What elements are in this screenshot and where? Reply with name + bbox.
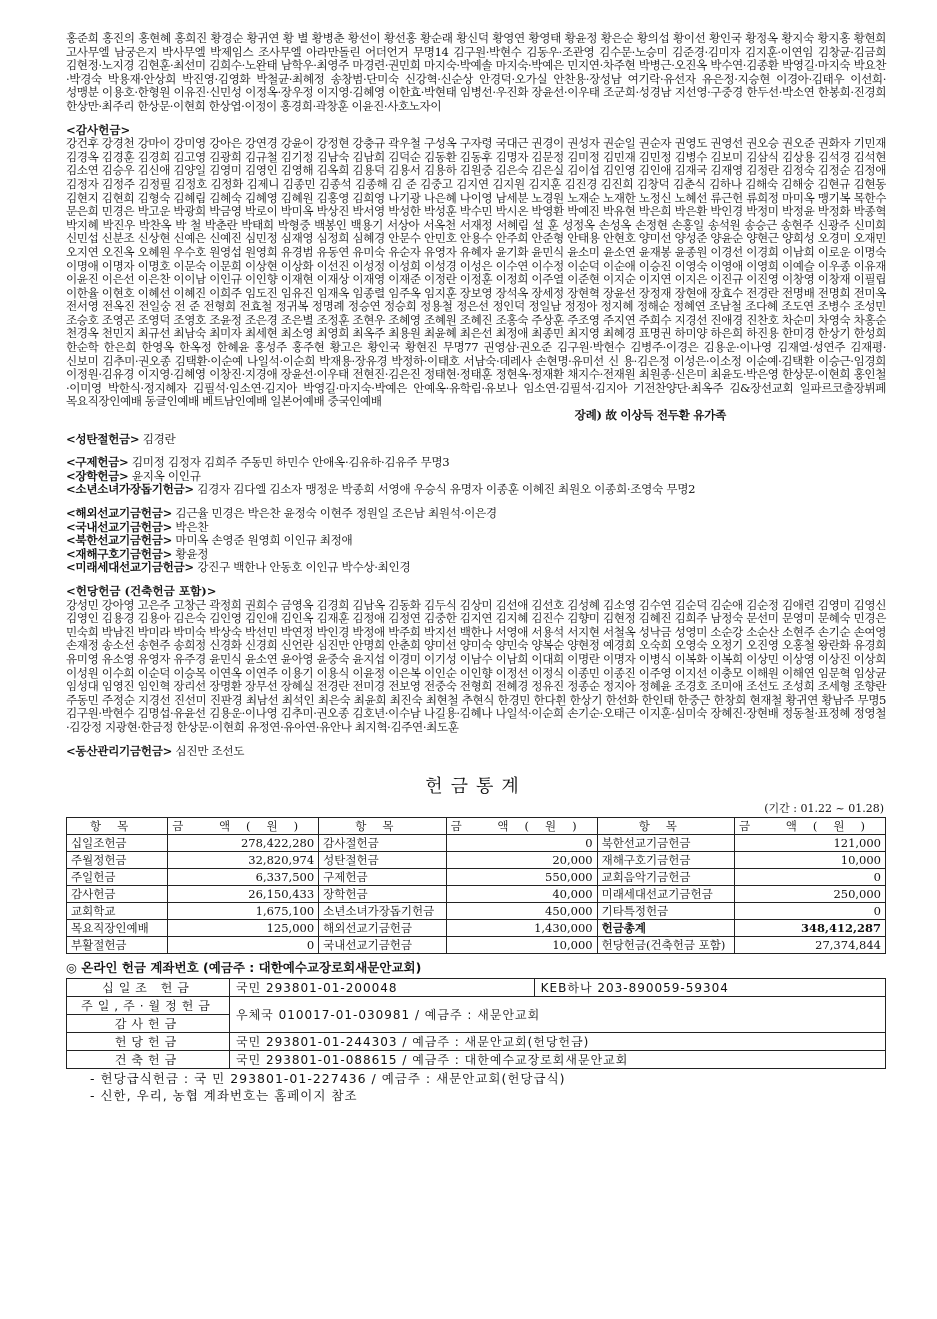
stats-item-amount: 1,675,100 <box>168 903 319 920</box>
stats-item-amount: 0 <box>446 835 597 852</box>
relief-names: 김미정 김정자 김희주 주동민 하민수 안애옥·김유하·김유주 무명3 <box>131 455 450 470</box>
account-label: 건축헌금 <box>67 1051 230 1069</box>
col-amount: 금 액(원) <box>168 818 319 835</box>
col-item: 항목 <box>319 818 446 835</box>
stats-item-label: 헌당헌금(건축헌금 포함) <box>597 937 734 954</box>
col-item: 항목 <box>597 818 734 835</box>
stats-item-amount: 348,412,287 <box>735 920 886 937</box>
stats-item-amount: 121,000 <box>735 835 886 852</box>
mission-section <box>66 507 886 575</box>
account-label: 십일조 헌금 <box>67 979 230 997</box>
account-row <box>67 1033 886 1051</box>
stats-item-amount: 32,820,974 <box>168 852 319 869</box>
stats-item-label: 십일조헌금 <box>67 835 168 852</box>
domestic-mission-names: 박은찬 <box>175 519 209 534</box>
seongtan-section <box>66 433 886 447</box>
account-number: 국민 293801-01-088615 / 예금주 : 대한예수교장로회새문안교회 <box>230 1051 886 1069</box>
disaster-relief-label: <재해구호기금헌금> <box>66 546 173 561</box>
account-number: 국민 293801-01-200048 <box>230 979 535 997</box>
accounts-title: ◎ 온라인 헌금 계좌번호 (예금주 : 대한예수교장로회새문안교회) <box>66 960 422 976</box>
stats-item-amount: 6,337,500 <box>168 869 319 886</box>
account-number: 우체국 010017-01-030981 / 예금주 : 새문안교회 <box>230 997 886 1033</box>
account-number: 국민 293801-01-244303 / 예금주 : 새문안교회(헌당헌금) <box>230 1033 886 1051</box>
account-row <box>67 1051 886 1069</box>
stats-item-amount: 0 <box>735 869 886 886</box>
stats-item-label: 구제헌금 <box>319 869 446 886</box>
accounts-table <box>66 978 886 1069</box>
stats-item-label: 주월정헌금 <box>67 852 168 869</box>
stats-item-label: 재해구호기금헌금 <box>597 852 734 869</box>
building-names: 강성민 강아영 고은주 고창근 곽정희 권희수 금영옥 김경희 김남옥 김동화 김두식 김상미 김선애 김선호 김성혜 김소영 김수연 김순덕 김순애 김순정 김애련 김영미 김영신 김영인 김용경 김용아 김은숙 김인영 김인애 김인옥 김재훈 김정애 김정연 김중한 김지연 김지혜 김진수 김향미 김현정 김혜진 김희주 남정숙 문선미 문영미 문혜숙 민경은 민숙희 박남진 박미라 박미숙 박상숙 박선민 박연정 박인경 박정애 박주희 박지선 백한나 서영애 서용석 서지현 서철옥 성낙금 성영미 소순강 소순산 소현주 손기순 손여영 손재정 송소선 송현주 송희정 신경화 신경희 신언란 심진만 안명희 안춘희 양미선 양미숙 양민숙 양복순 양현정 예경희 오숙희 오영숙 오정기 오진영 오홍철 왕란화 유경희 유미영 유소영 유영자 유주경 윤민식 윤소연 윤아영 윤중숙 윤지섭 이경미 이기성 이남수 이남희 이대희 이명란 이명자 이병식 이복화 이복희 이상민 이상영 이상진 이상희 이성원 이수희 이순덕 이승목 이연옥 이연주 이용기 이용식 이윤정 이은복 이인순 이인향 이정선 이정식 이종민 이종진 이주영 이지선 이충모 이해원 이해연 임문혁 임상균 임성대 임영진 임인혁 장리선 장명환 장무선 장혜실 전경란 전미경 전보영 전중숙 전형희 전혜경 정유진 정종순 정지아 정혜윤 조경호 조미애 조선도 조성희 조세형 조향란 주동민 주정순 지경선 진선미 진판경 최남선 최석인 최은숙 최윤희 최진숙 최현철 추현식 한경민 한다흰 한상기 한선화 한인태 한중근 한창희 현재철 황귀연 황남주 무명5 김구원·박현수 김명섭·유윤선 김용운·이나영 김추미·권오종 김호년·이수남 나길용·김혜나 나일석·이순희 손기순·오태근 이지훈·심미숙 장혜진·장현배 정동철·표정혜 정영철·김강정 지광현·한금정 한상문·이현희 유정연·유아연·유안나 최지혁·김주연·최도훈 <box>66 597 886 734</box>
gamsa-memorial: 장례) 故 이상득 전두환 유가족 <box>574 408 726 423</box>
account-label: 주일,주·월정헌금 <box>67 997 230 1015</box>
stats-item-amount: 278,422,280 <box>168 835 319 852</box>
stats-item-amount: 10,000 <box>735 852 886 869</box>
stats-row <box>67 886 886 903</box>
stats-header-row <box>67 818 886 835</box>
gamsa-names: 강건후 강경천 강마이 강미영 강아은 강연경 강윤이 강정현 강충규 곽우철 구성옥 구자령 국대근 권경이 권성자 권순일 권순자 권영도 권영선 권오승 권오준 권화자 기민재 김경옥 김경훈 김경희 김고영 김광희 김규철 김기정 김남숙 김남희 김덕순 김동환 김동후 김명자 김문정 김미정 김민재 김민정 김병수 김보미 김삼식 김상용 김석경 김석현 김소연 김승우 김신애 김양일 김영미 김영인 김영해 김옥희 김용덕 김용서 김용하 김원중 김은숙 김은실 김이섭 김인영 김인애 김재국 김재영 김정란 김정숙 김정순 김정애 김정자 김정주 김정필 김정호 김정화 김제니 김종민 김종석 김종해 김 준 김중고 김지연 김지원 김지훈 김진경 김진희 김창덕 김춘식 김하나 김해숙 김해숭 김현규 김현동 김현지 김현희 김형숙 김혜림 김혜숙 김혜영 김혜원 김홍영 김희영 나기광 나은혜 나이영 남세분 노경원 노재순 노재한 노정신 노혜선 류근헌 류희정 마미옥 맹기복 목한수 문은희 민경은 박고운 박광희 박금영 박로이 박미옥 박상진 박서영 박성한 박성훈 박수민 박시온 박영환 박예진 박유현 박은희 박은환 박인경 박정미 박정윤 박정화 박종혁 박지혜 박진우 박찬옥 박 철 박춘란 박태희 박형중 백봉인 백용기 서상아 서옥천 서재정 서혜림 설 훈 성정옥 손성옥 손정현 손홍일 송석원 송승근 송현주 신광주 신미희 신민섭 신분조 신상현 신예은 신예진 심민정 심재영 심정희 심혜경 안문수 안민호 안용수 안주희 안준형 안태용 안현호 양미선 양성준 양윤순 양현근 양희성 오경미 오재민 오지연 오진옥 오혜원 우수호 원영섭 원영희 유경범 유동연 유미숙 유순자 유영자 유혜자 윤기화 윤민식 윤소미 윤소연 윤재봉 윤종원 이경선 이경희 이남희 이로운 이명숙 이명애 이명자 이명호 이문숙 이문희 이상현 이상화 이선진 이성정 이성희 이성경 이성은 이수연 이수정 이순덕 이순애 이승진 이영숙 이영애 이영희 이예슬 이우종 이유재 이윤진 이은선 이은찬 이이남 이인규 이인향 이재현 이재상 이재영 이재준 이정란 이정훈 이정희 이주열 이준현 이지순 이지연 이지은 이진규 이진영 이창영 이창재 이필립 이한율 이현호 이혜선 이혜진 이희주 임도진 임유진 임재옥 임종렬 임주옥 임지훈 장보영 장석옥 장세정 장현혁 장윤선 장정재 장현애 장효수 전경란 전명배 전명희 전미옥 전서영 전옥진 전일숭 전 준 전형희 전효철 정귀복 정명례 정승연 정승희 정용철 정은선 정인덕 정일남 정정아 정지혜 정해순 정혜연 조남철 조다혜 조도연 조병수 조성민 조승호 조영곤 조영덕 조영호 조윤정 조은경 조은별 조정훈 조현우 조혜영 조혜원 조혜진 조홍숙 주상훈 주조영 주지연 주희수 지경선 진애경 진찬호 차순미 차영숙 차홍순 천경옥 천민지 최규선 최남숙 최미자 최세현 최소영 최영희 최옥주 최용원 최윤혜 최은선 최정애 최종민 최지영 최혜경 표명권 하미양 하은희 하진용 한미경 한상기 한성희 한순학 한은희 한영옥 한옥정 한혜윤 홍성주 홍주현 황고은 황인국 황현진 무명77 권영삼·권오준 김구원·박현수 김병주·이경은 김용운·이나영 김재열·성연주 김재평·신보미 김추미·권오종 김택환·이순예 나일석·이순희 박재용·장유경 박정하·이태호 서남숙·데레사 손현명·유미선 신 용·김은정 이성은·이소정 이순예·김택환 이승근·임경희 이정원·김유경 이지영·김혜영 이창진·지경애 장윤선·이우태 전현진·김은진 정태현·정태훈 정현옥·정재환 채지수·전재원 최원종·신은미 최윤도·박은영 한상문·이현희 홍인철·이미영 박한식·정지혜자 김필석·임소연·김지아 박영길·마지숙·박예은 안예옥·유학림·유보나 임소연·김필석·김지아 기전찬양단·최옥주 김&장선교회 일파르코출장뷔페 목요직장인예배 동글인예배 베트남인예배 일본어예배 중국인예배 <box>66 136 886 409</box>
note-meal: - 헌당급식헌금 : 국 민 293801-01-227436 / 예금주 : 새문안교회(헌당급식) <box>90 1071 566 1087</box>
account-notes <box>66 1070 886 1104</box>
account-label: 감사헌금 <box>67 1015 230 1033</box>
stats-title: 헌금통계 <box>425 776 527 798</box>
stats-item-amount: 20,000 <box>446 852 597 869</box>
overseas-mission-label: <해외선교기금헌금> <box>66 506 173 520</box>
property-names: 심진만 조선도 <box>175 743 245 758</box>
stats-item-label: 해외선교기금헌금 <box>319 920 446 937</box>
stats-item-label: 주일헌금 <box>67 869 168 886</box>
nk-mission-label: <북한선교기금헌금> <box>66 533 173 548</box>
stats-item-amount: 0 <box>168 937 319 954</box>
stats-item-amount: 26,150,433 <box>168 886 319 903</box>
stats-row <box>67 835 886 852</box>
stats-item-amount: 1,430,000 <box>446 920 597 937</box>
account-label: 헌당헌금 <box>67 1033 230 1051</box>
scholarship-label: <장학헌금> <box>66 468 129 483</box>
stats-item-label: 헌금총계 <box>597 920 734 937</box>
stats-item-amount: 450,000 <box>446 903 597 920</box>
stats-item-label: 미래세대선교기금헌금 <box>597 886 734 903</box>
stats-row <box>67 920 886 937</box>
account-row <box>67 979 886 997</box>
stats-item-label: 성탄절헌금 <box>319 852 446 869</box>
disaster-relief-names: 황윤정 <box>175 546 209 561</box>
stats-item-label: 소년소녀가장돕기헌금 <box>319 903 446 920</box>
stats-item-label: 교회학교 <box>67 903 168 920</box>
stats-item-amount: 40,000 <box>446 886 597 903</box>
stats-item-label: 북한선교기금헌금 <box>597 835 734 852</box>
stats-item-label: 기타특정헌금 <box>597 903 734 920</box>
stats-item-label: 부활절헌금 <box>67 937 168 954</box>
stats-item-amount: 0 <box>735 903 886 920</box>
domestic-mission-label: <국내선교기금헌금> <box>66 519 173 534</box>
property-label: <동산관리기금헌금> <box>66 743 173 758</box>
stats-item-label: 목요직장인예배 <box>67 920 168 937</box>
youth-support-label: <소년소녀가장돕기헌금> <box>66 482 194 497</box>
property-section <box>66 745 886 759</box>
stats-table <box>66 817 886 954</box>
future-mission-label: <미래세대선교기금헌금> <box>66 560 194 575</box>
stats-item-amount: 550,000 <box>446 869 597 886</box>
stats-row <box>67 937 886 954</box>
building-title: <헌당헌금 (건축헌금 포함)> <box>66 583 217 598</box>
stats-item-label: 장학헌금 <box>319 886 446 903</box>
stats-row <box>67 903 886 920</box>
col-amount: 금 액(원) <box>446 818 597 835</box>
relief-section <box>66 456 886 497</box>
youth-support-names: 김경자 김다엘 김소자 맹정운 박종희 서영애 우승식 유명자 이종훈 이혜진 최원오 이종희·조영숙 무명2 <box>197 482 696 497</box>
stats-item-label: 국내선교기금헌금 <box>319 937 446 954</box>
seongtan-label: <성탄절헌금> <box>66 431 140 446</box>
stats-item-amount: 10,000 <box>446 937 597 954</box>
stats-item-amount: 125,000 <box>168 920 319 937</box>
scholarship-names: 윤지옥 이인규 <box>131 468 201 483</box>
col-item: 항목 <box>67 818 168 835</box>
stats-row <box>67 852 886 869</box>
seongtan-names: 김경란 <box>142 431 176 446</box>
note-homepage: - 신한, 우리, 농협 계좌번호는 홈페이지 참조 <box>90 1088 358 1104</box>
relief-label: <구제헌금> <box>66 455 129 470</box>
stats-item-label: 감사절헌금 <box>319 835 446 852</box>
stats-item-label: 교회음악기금헌금 <box>597 869 734 886</box>
stats-period: (기간 : 01.22 ~ 01.28) <box>764 802 884 816</box>
nk-mission-names: 마미옥 손영준 원영희 이인규 최정애 <box>175 533 353 548</box>
stats-item-amount: 27,374,844 <box>735 937 886 954</box>
thanks-names: 홍준희 홍진의 홍현혜 홍희진 황경순 황귀연 황 별 황병춘 황선이 황선홍 황순래 황신덕 황영연 황영태 황윤정 황은순 황의섭 황이선 황인국 황정옥 황지숙 황지홍 황현희 고사무엘 남궁은지 박사무엘 박제임스 조사무엘 아라만돌린 어더언거 무명14 김구원·박현수 김동우·조관영 김수문·노승미 김준경·김미자 김지훈·이연임 김창균·김금희 김현정·노지경 김현훈·최선미 김희수·노완태 남학우·최영주 마경련·권민희 마지숙·박예솔 마지숙·박예은 민지연·차주현 박병근·오진옥 박수연·김종환 박영길·마지숙 박요찬·박경숙 박용재·안상희 박진영·김영화 박철균·최혜정 송창범·단미숙 신강혁·신순상 안경덕·오가실 안찬용·장성남 여기락·유선자 유은정·지승현 이경아·김태우 이선희·성맹분 이용호·한형원 이유진·신민성 이정옥·장우정 이지영·김혜영 이한효·박현태 임병선·우진화 장윤선·이우태 조군희·성경남 지선영·구중경 한두선·박소연 한봉희·진경희 한상만·최주리 한상문·이현희 한상엽·이정이 홍경희·곽창훈 이윤진·사호노자이 <box>66 31 886 113</box>
future-mission-names: 강진구 백한나 안동호 이인규 박수상·최인경 <box>197 560 411 575</box>
account-row <box>67 997 886 1015</box>
page-content <box>66 32 886 1104</box>
col-amount: 금 액(원) <box>735 818 886 835</box>
stats-item-amount: 250,000 <box>735 886 886 903</box>
overseas-mission-names: 김근율 민경은 박은찬 윤정숙 이현주 정원일 조은남 최원석·이은경 <box>175 506 497 520</box>
gamsa-title: <감사헌금> <box>66 122 131 137</box>
account-number-alt: KEB하나 203-890059-59304 <box>534 979 885 997</box>
stats-item-label: 감사헌금 <box>67 886 168 903</box>
stats-row <box>67 869 886 886</box>
